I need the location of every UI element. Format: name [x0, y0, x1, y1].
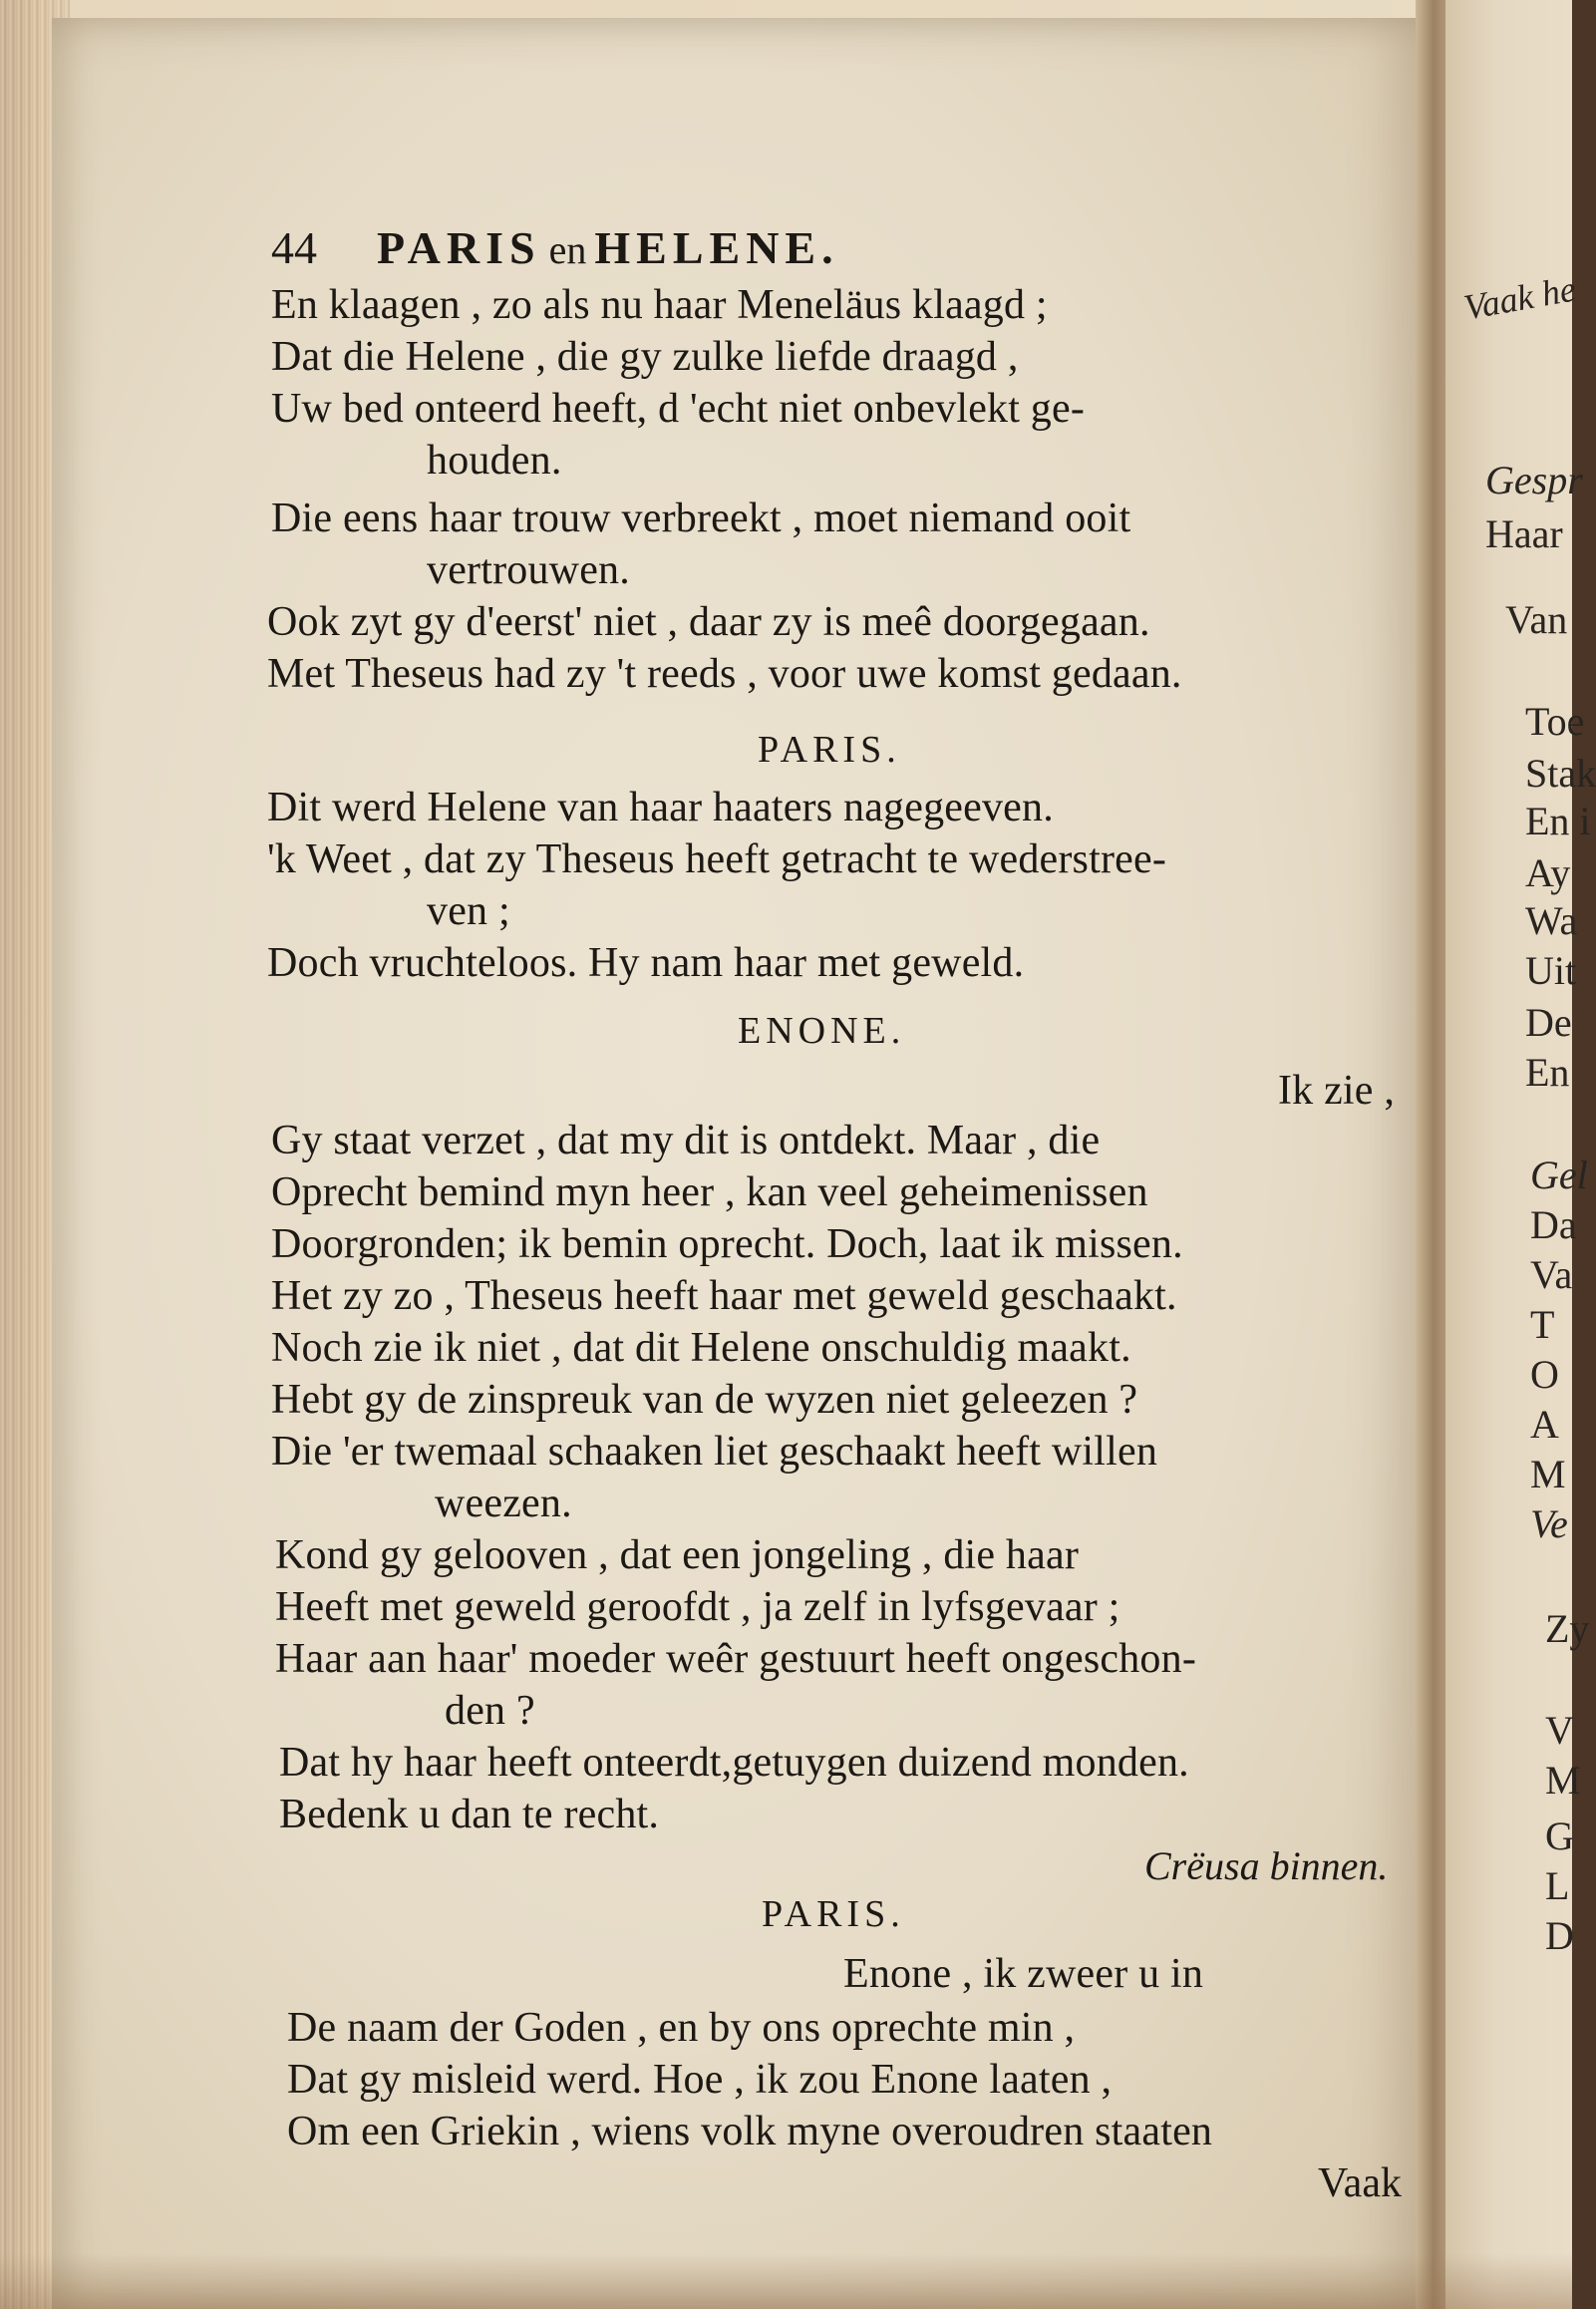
page-number: 44: [271, 222, 317, 273]
verse-line: Ook zyt gy d'eerst' niet , daar zy is meê doorgegaan.: [267, 599, 1150, 645]
verse-line-halfline: Enone , ik zweer u in: [843, 1951, 1204, 1997]
facing-page-fragment: Stak: [1525, 751, 1596, 796]
verse-line: Kond gy gelooven , dat een jongeling , die haar: [275, 1532, 1080, 1578]
facing-page-fragment: Uit: [1525, 948, 1577, 993]
facing-page-fragment: M: [1545, 1758, 1581, 1803]
running-title-right: HELENE.: [594, 222, 839, 273]
facing-page-fragment: De: [1525, 1000, 1572, 1045]
verse-line: 'k Weet , dat zy Theseus heeft getracht te wederstree-: [267, 836, 1167, 882]
verse-line: Uw bed onteerd heeft, d 'echt niet onbevlekt ge-: [271, 386, 1086, 432]
running-head: [271, 221, 839, 274]
verse-line: En klaagen , zo als nu haar Meneläus klaagd ;: [271, 282, 1048, 328]
facing-page-fragment: Haar: [1485, 511, 1563, 556]
running-title-conjunction: en: [548, 227, 587, 272]
facing-page-fragment: En: [1525, 1050, 1570, 1095]
running-title-left: PARIS: [377, 222, 541, 273]
facing-page-fragment: Van: [1505, 597, 1568, 642]
facing-page-fragment: En i: [1525, 799, 1591, 843]
facing-page: [1445, 0, 1596, 2309]
facing-page-fragment: O: [1530, 1352, 1559, 1397]
facing-page-fragment: Vaak he: [1460, 268, 1579, 328]
verse-line: Noch zie ik niet , dat dit Helene onschuldig maakt.: [271, 1325, 1131, 1371]
verse-line-continuation: den ?: [445, 1688, 535, 1734]
facing-page-fragment: Va: [1530, 1252, 1573, 1297]
speaker-heading: PARIS.: [758, 729, 901, 771]
facing-page-fragment: Gespr: [1485, 458, 1583, 502]
verse-line: Dit werd Helene van haar haaters nagegeeven.: [267, 785, 1054, 830]
speaker-heading: ENONE.: [738, 1010, 906, 1052]
facing-page-fragment: Ay: [1525, 850, 1571, 895]
verse-line: Die 'er twemaal schaaken liet geschaakt heeft willen: [271, 1429, 1158, 1475]
verse-line: Oprecht bemind myn heer , kan veel geheimenissen: [271, 1169, 1148, 1215]
bottom-shadow: [0, 2253, 1572, 2309]
verse-line-continuation: weezen.: [435, 1481, 572, 1526]
verse-line-halfline: Ik zie ,: [1278, 1068, 1396, 1114]
verse-line: Doorgronden; ik bemin oprecht. Doch, laat ik missen.: [271, 1221, 1183, 1267]
verse-line: Dat hy haar heeft onteerdt,getuygen duizend monden.: [279, 1740, 1189, 1786]
verse-line: Dat gy misleid werd. Hoe , ik zou Enone laaten ,: [287, 2057, 1113, 2103]
verse-line: Haar aan haar' moeder weêr gestuurt heeft ongeschon-: [275, 1636, 1197, 1682]
verse-line: De naam der Goden , en by ons oprechte min ,: [287, 2005, 1076, 2051]
facing-page-fragment: L: [1545, 1863, 1570, 1908]
facing-page-fragment: Ve: [1530, 1501, 1568, 1546]
verse-line: Die eens haar trouw verbreekt , moet niemand ooit: [271, 495, 1131, 541]
verse-line: Dat die Helene , die gy zulke liefde draagd ,: [271, 334, 1019, 380]
facing-page-fragment: A: [1530, 1402, 1559, 1447]
verse-line-continuation: vertrouwen.: [427, 547, 630, 593]
facing-page-fragment: M: [1530, 1452, 1566, 1496]
verse-line: Het zy zo , Theseus heeft haar met geweld geschaakt.: [271, 1273, 1177, 1319]
catchword: Vaak: [1318, 2160, 1402, 2206]
verse-line: Met Theseus had zy 't reeds , voor uwe komst gedaan.: [267, 651, 1182, 697]
verse-line: Doch vruchteloos. Hy nam haar met geweld.: [267, 940, 1025, 986]
facing-page-fragment: Wa: [1525, 898, 1578, 943]
facing-page-fragment: Gel: [1530, 1153, 1588, 1197]
verse-line: Om een Griekin , wiens volk myne overoudren staaten: [287, 2109, 1213, 2154]
facing-page-fragment: V: [1545, 1708, 1574, 1753]
facing-page-fragment: T: [1530, 1302, 1555, 1347]
facing-page-fragment: Toe: [1525, 699, 1585, 744]
verse-line: Bedenk u dan te recht.: [279, 1792, 660, 1837]
verse-line: Gy staat verzet , dat my dit is ontdekt. Maar , die: [271, 1118, 1101, 1163]
facing-page-fragment: Zy: [1545, 1606, 1590, 1651]
speaker-heading: PARIS.: [762, 1893, 905, 1935]
facing-page-fragment: D: [1545, 1913, 1574, 1958]
verse-line: Heeft met geweld geroofdt , ja zelf in lyfsgevaar ;: [275, 1584, 1120, 1630]
verse-line-continuation: houden.: [427, 438, 562, 484]
facing-page-fragment: Da: [1530, 1202, 1577, 1247]
stage-direction: Crëusa binnen.: [1144, 1843, 1389, 1888]
verse-line-continuation: ven ;: [427, 888, 510, 934]
facing-page-fragment: G: [1545, 1814, 1574, 1858]
verse-line: Hebt gy de zinspreuk van de wyzen niet geleezen ?: [271, 1377, 1138, 1423]
